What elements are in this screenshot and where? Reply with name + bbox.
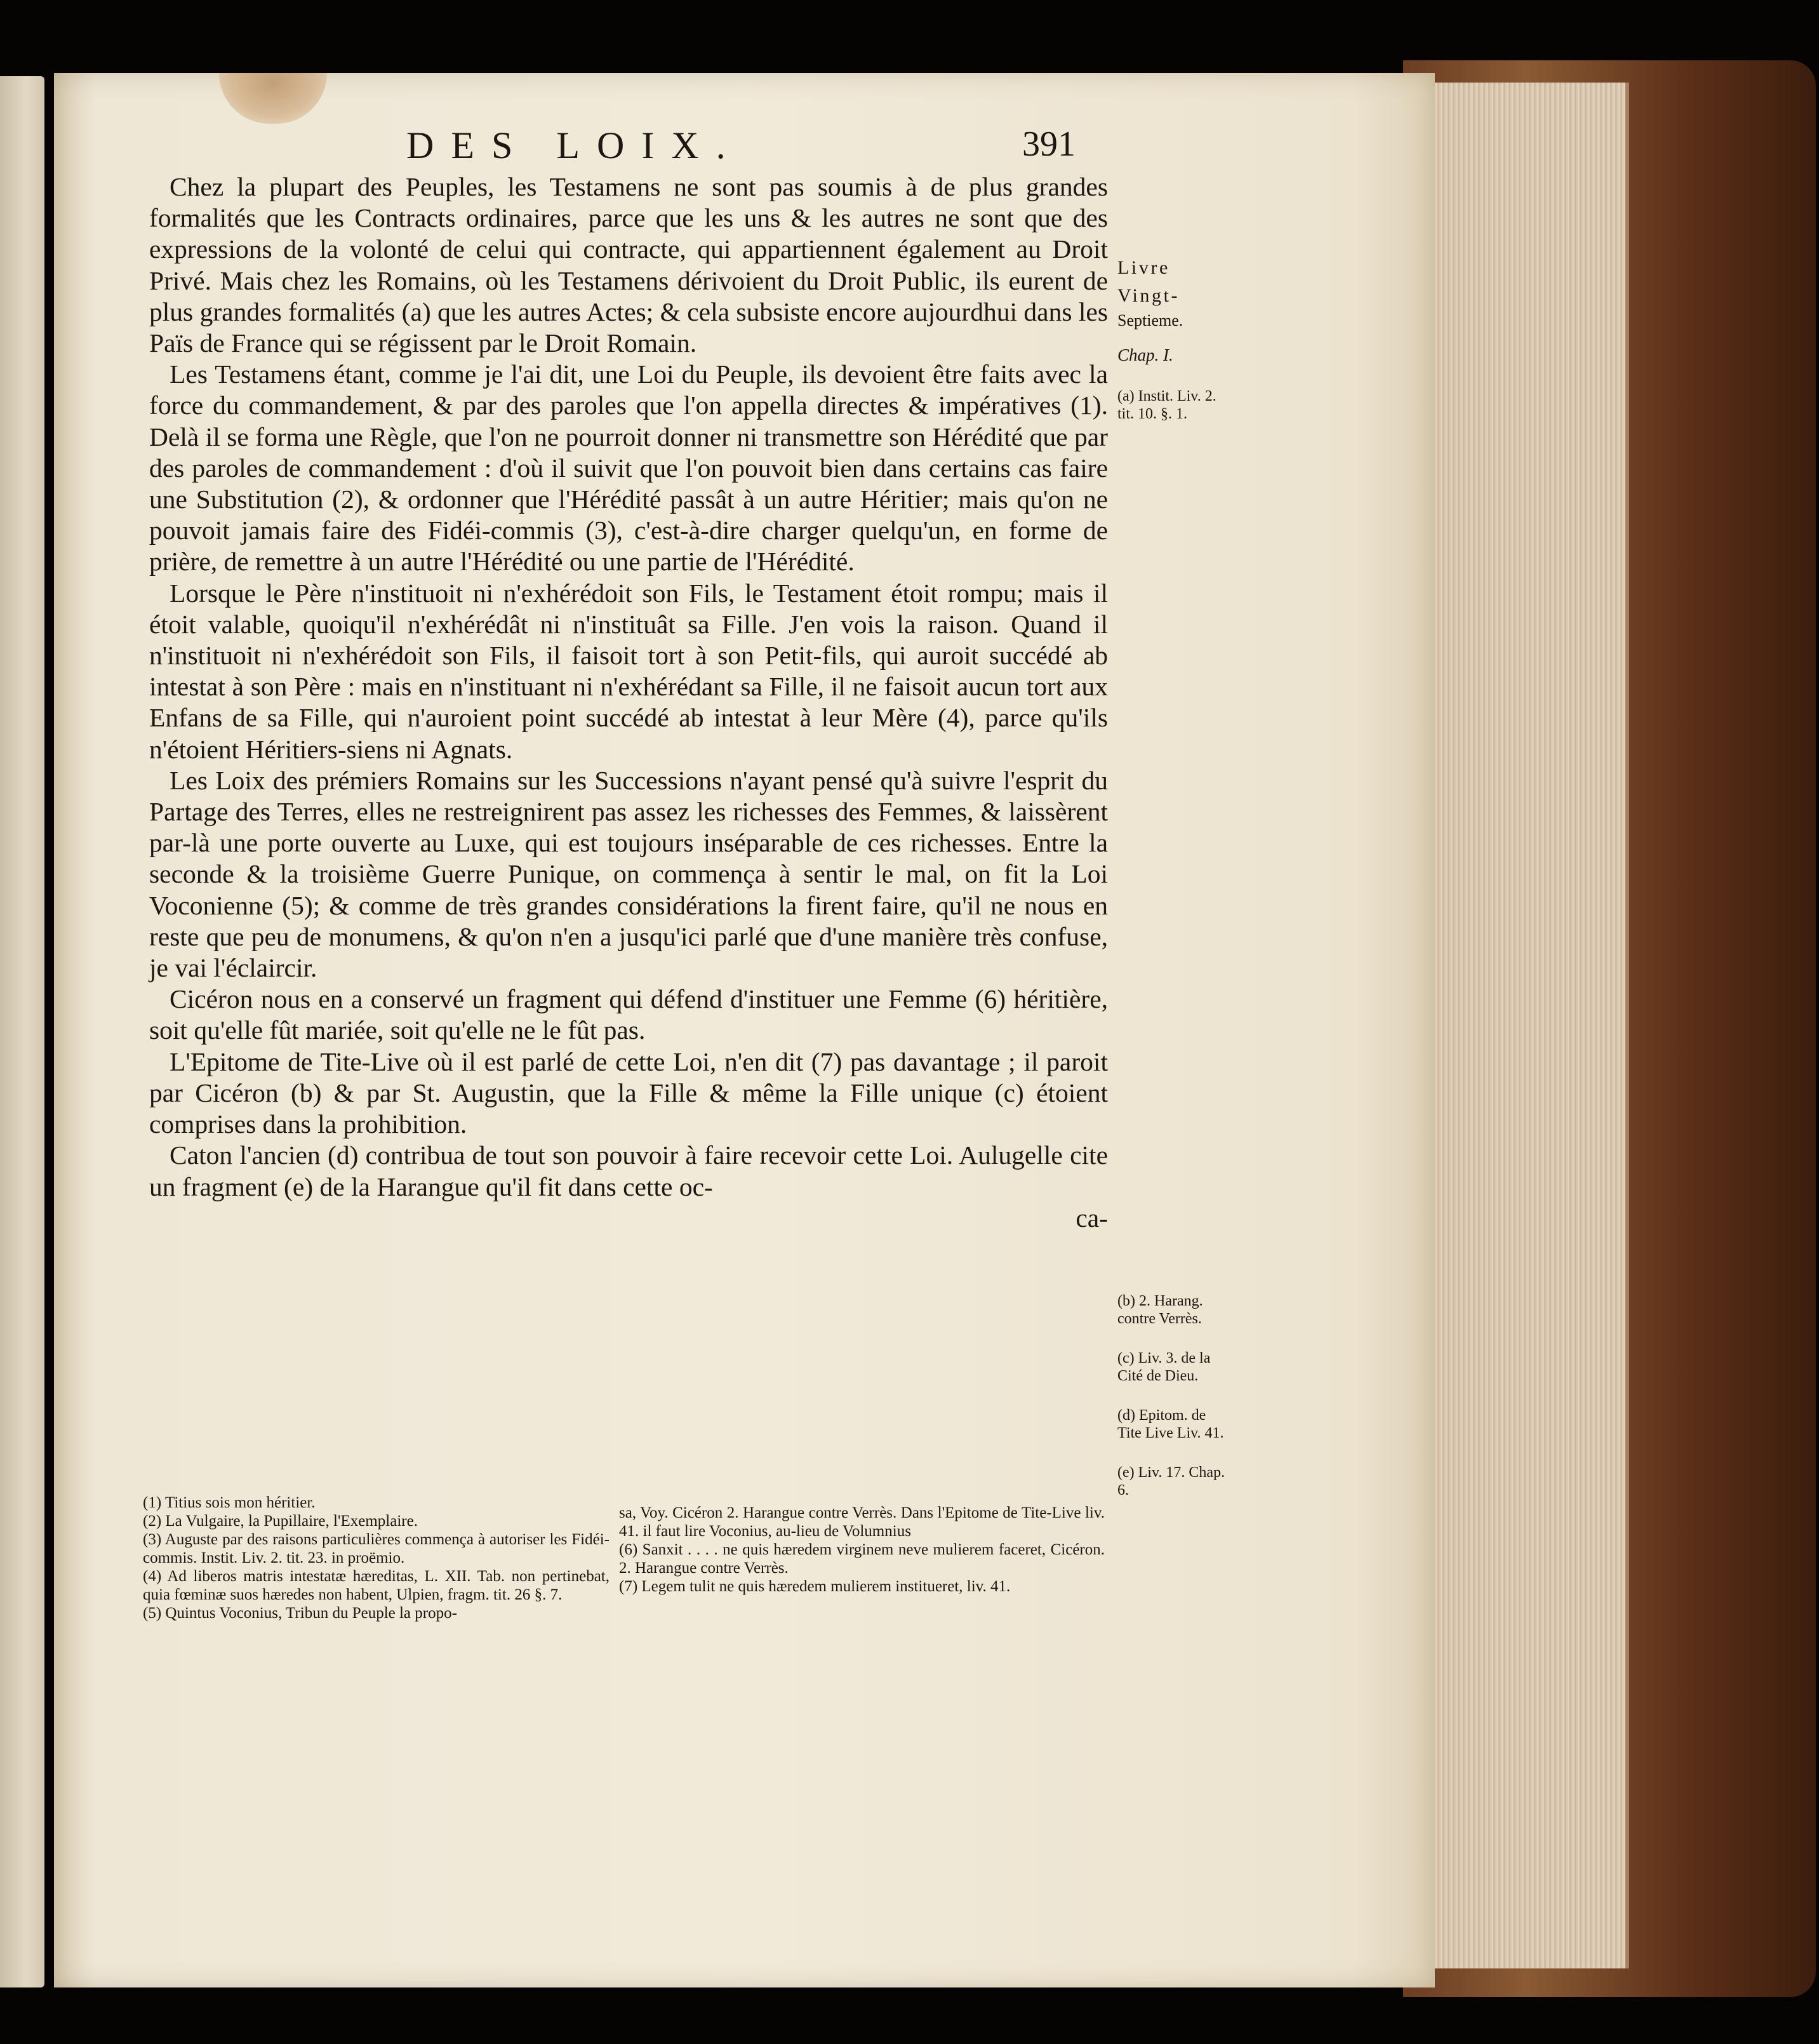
facing-page-edge bbox=[0, 76, 44, 1987]
margin-note-a: (a) Instit. Liv. 2. tit. 10. §. 1. bbox=[1117, 388, 1216, 422]
paragraph: Cicéron nous en a conservé un fragment qui défend d'instituer une Femme (6) héritière, soit qu'elle fût mariée, soit qu'elle ne le fût pas. bbox=[149, 984, 1108, 1045]
footnote: (7) Legem tulit ne quis hæredem mulierem institueret, liv. 41. bbox=[619, 1578, 1011, 1595]
footnotes-left-column bbox=[143, 1493, 610, 1622]
catchword: ca- bbox=[1076, 1203, 1108, 1232]
paragraph: Les Testamens étant, comme je l'ai dit, une Loi du Peuple, ils devoient être faits avec la force du commandement, & par des paroles que l'on appella directes & impératives (1). Delà il se forma une Règle, que l'on ne pourroit donner ni transmettre son Hérédité que par des paroles de commandement : d'où il suivit que l'on pouvoit bien dans certains cas faire une Substitution (2), & ordonner que l'Hérédité passât à un autre Héritier; mais qu'on ne pouvoit jamais faire des Fidéi-commis (3), c'est-à-dire charger quelqu'un, en forme de prière, de remettre à un autre l'Hérédité ou une partie de l'Hérédité. bbox=[149, 359, 1108, 577]
margin-book-label: Livre bbox=[1117, 257, 1170, 278]
footnote: (1) Titius sois mon héritier. bbox=[143, 1494, 316, 1511]
footnotes-right-column bbox=[619, 1504, 1105, 1596]
margin-book-number: Vingt- bbox=[1117, 285, 1180, 306]
foxing-stain bbox=[219, 73, 327, 124]
footnote: (4) Ad liberos matris intestatæ hæreditas, L. XII. Tab. non pertinebat, quia fœminæ suos hæredes non habent, Ulpien, fragm. tit. 26 §. 7. bbox=[143, 1568, 610, 1603]
page-block-edge bbox=[1435, 83, 1629, 1968]
page-number: 391 bbox=[1022, 124, 1076, 164]
footnote: sa, Voy. Cicéron 2. Harangue contre Verrès. Dans l'Epitome de Tite-Live liv. 41. il faut lire Voconius, au-lieu de Volumnius bbox=[619, 1504, 1105, 1540]
paragraph: Chez la plupart des Peuples, les Testamens ne sont pas soumis à de plus grandes formalités que les Contracts ordinaires, parce que les uns & les autres ne sont que des expressions de la volonté de celui qui contracte, qui appartiennent également au Droit Privé. Mais chez les Romains, où les Testamens dérivoient du Droit Public, ils eurent de plus grandes formalités (a) que les autres Actes; & cela subsiste encore aujourdhui dans les Païs de France qui se régissent par le Droit Romain. bbox=[149, 172, 1108, 358]
main-text bbox=[149, 171, 1108, 1234]
paragraph: L'Epitome de Tite-Live où il est parlé de cette Loi, n'en dit (7) pas davantage ; il paroit par Cicéron (b) & par St. Augustin, que la Fille & même la Fille unique (c) étoient comprises dans la prohibition. bbox=[149, 1046, 1108, 1139]
margin-book-number-cont: Septieme. bbox=[1117, 311, 1183, 330]
margin-note-d: (d) Epitom. de Tite Live Liv. 41. bbox=[1117, 1407, 1224, 1441]
footnote: (5) Quintus Voconius, Tribun du Peuple la propo- bbox=[143, 1605, 457, 1622]
margin-note-c: (c) Liv. 3. de la Cité de Dieu. bbox=[1117, 1350, 1211, 1384]
paragraph: Caton l'ancien (d) contribua de tout son pouvoir à faire recevoir cette Loi. Aulugelle cite un fragment (e) de la Harangue qu'il fit dans cette oc- bbox=[149, 1140, 1108, 1201]
footnote: (6) Sanxit . . . . ne quis hæredem virginem neve mulierem faceret, Cicéron. 2. Harangue contre Verrès. bbox=[619, 1541, 1105, 1577]
margin-chapter: Chap. I. bbox=[1117, 345, 1173, 364]
paragraph: Les Loix des prémiers Romains sur les Successions n'ayant pensé qu'à suivre l'esprit du Partage des Terres, elles ne restreignirent pas assez les richesses des Femmes, & laissèrent par-là une porte ouverte au Luxe, qui est toujours inséparable de ces richesses. Entre la seconde & la troisième Guerre Punique, on commença à sentir le mal, on fit la Loi Voconienne (5); & comme de très grandes considérations la firent faire, qu'il ne nous en reste que peu de monumens, & qu'on n'en a jusqu'ici parlé que d'une manière très confuse, je vai l'éclaircir. bbox=[149, 765, 1108, 983]
footnote: (2) La Vulgaire, la Pupillaire, l'Exemplaire. bbox=[143, 1513, 418, 1530]
margin-note-e: (e) Liv. 17. Chap. 6. bbox=[1117, 1464, 1225, 1499]
margin-note-b: (b) 2. Harang. contre Verrès. bbox=[1117, 1293, 1203, 1327]
running-head: DES LOIX. bbox=[406, 124, 743, 166]
footnote: (3) Auguste par des raisons particulières commença à autoriser les Fidéi-commis. Instit. Liv. 2. tit. 23. in proëmio. bbox=[143, 1531, 610, 1566]
paragraph: Lorsque le Père n'instituoit ni n'exhérédoit son Fils, le Testament étoit rompu; mais il étoit valable, quoiqu'il n'exhérédât ni n'instituât sa Fille. J'en vois la raison. Quand il n'instituoit ni n'exhérédoit son Fils, il faisoit tort à son Petit-fils, qui auroit succédé ab intestat à son Père : mais en n'instituant ni n'exhérédant sa Fille, il ne faisoit aucun tort aux Enfans de sa Fille, qui n'auroient point succédé ab intestat à leur Mère (4), parce qu'ils n'étoient Héritiers-siens ni Agnats. bbox=[149, 578, 1108, 764]
